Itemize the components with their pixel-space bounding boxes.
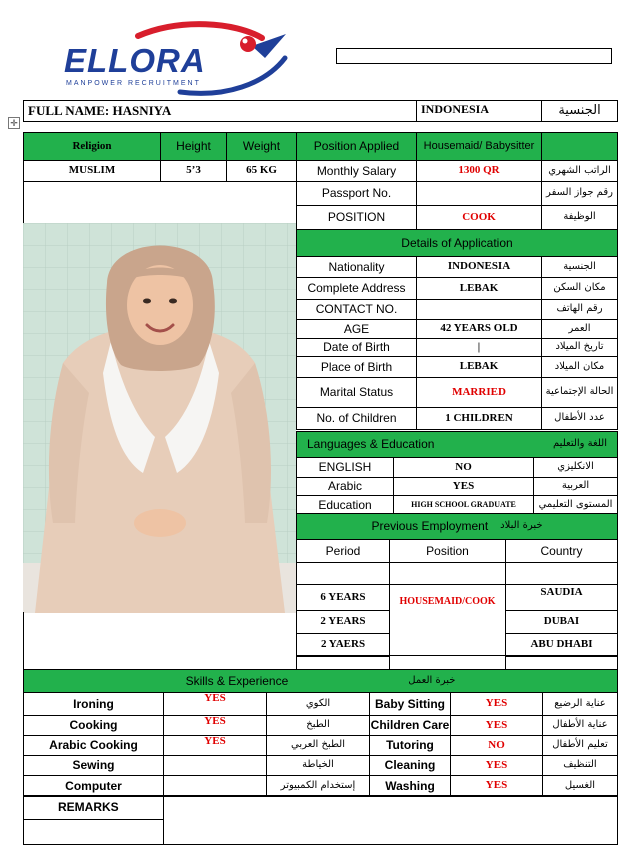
top-header-blank (541, 132, 618, 161)
details-section-title: Details of Application (296, 229, 618, 257)
skill-ar: الطبخ (266, 715, 370, 736)
skill-label-right: Baby Sitting (369, 692, 451, 716)
detail-ar: الحالة الإجتماعية (541, 377, 618, 408)
religion-value: MUSLIM (23, 160, 161, 182)
skill-ar-right: تعليم الأطفال (542, 735, 618, 756)
employment-period: 2 YAERS (296, 633, 390, 657)
detail-label: Date of Birth (296, 338, 417, 357)
logo-text: ELLORA (64, 42, 206, 79)
detail-value: 42 YEARS OLD (416, 319, 542, 339)
skill-value-right: YES (450, 715, 543, 736)
position-applied-header: Position Applied (296, 132, 417, 161)
skill-value (163, 755, 267, 776)
skill-label-right: Tutoring (369, 735, 451, 756)
employment-period: 6 YEARS (296, 584, 390, 611)
employment-section-title (296, 513, 618, 540)
employment-blank-end-country (505, 655, 618, 670)
detail-label: Complete Address (296, 277, 417, 300)
nationality-header-ar: الجنسية (541, 100, 618, 122)
language-ar: المستوى التعليمي (533, 495, 618, 515)
languages-section-title (296, 431, 618, 458)
skill-ar-right: عناية الأطفال (542, 715, 618, 736)
skill-value (163, 775, 267, 797)
skill-label: Arabic Cooking (23, 735, 164, 756)
languages-title: Languages & Education (307, 437, 435, 452)
skill-value-right: YES (450, 775, 543, 797)
detail-ar: عدد الأطفال (541, 407, 618, 430)
skills-title-ar: خبرة العمل (408, 674, 456, 686)
detail-ar: مكان الميلاد (541, 356, 618, 378)
monthly-salary-label: Monthly Salary (296, 160, 417, 182)
skill-label: Computer (23, 775, 164, 797)
skill-ar-right: عناية الرضيع (542, 692, 618, 716)
passport-ar: رقم جواز السفر (541, 181, 618, 206)
employment-period-header: Period (296, 539, 390, 563)
employment-position-header: Position (389, 539, 506, 563)
languages-title-ar: اللغة والتعليم (553, 438, 607, 450)
skill-value-right: YES (450, 692, 543, 716)
remarks-label: REMARKS (23, 795, 164, 820)
employment-country-header: Country (505, 539, 618, 563)
language-value: HIGH SCHOOL GRADUATE (393, 495, 534, 515)
skill-label: Sewing (23, 755, 164, 776)
detail-label: Nationality (296, 256, 417, 278)
employment-country: DUBAI (505, 610, 618, 634)
detail-value (416, 299, 542, 320)
detail-label: Place of Birth (296, 356, 417, 378)
employment-blank-position (389, 562, 506, 585)
height-value: 5’3 (160, 160, 227, 182)
detail-ar: مكان السكن (541, 277, 618, 300)
detail-value: 1 CHILDREN (416, 407, 542, 430)
detail-value: | (416, 338, 542, 357)
logo-subtitle: MANPOWER RECRUITMENT (66, 80, 201, 87)
employment-period: 2 YEARS (296, 610, 390, 634)
position-label: POSITION (296, 205, 417, 230)
remarks-blank (23, 819, 164, 845)
remarks-value (163, 795, 618, 845)
skill-ar-right: التنظيف (542, 755, 618, 776)
language-label: Arabic (296, 477, 394, 496)
detail-value: INDONESIA (416, 256, 542, 278)
full-name-value: HASNIYA (112, 103, 172, 119)
position-value: COOK (416, 205, 542, 230)
skill-ar: إستخدام الكمبيوتر (266, 775, 370, 797)
passport-value (416, 181, 542, 206)
passport-label: Passport No. (296, 181, 417, 206)
monthly-salary-ar: الراتب الشهري (541, 160, 618, 182)
skill-label: Cooking (23, 715, 164, 736)
company-logo (60, 20, 290, 100)
skills-title: Skills & Experience (185, 673, 289, 688)
employment-title: Previous Employment (371, 519, 489, 534)
skill-value: YES (163, 692, 267, 716)
language-ar: العربية (533, 477, 618, 496)
detail-label: CONTACT NO. (296, 299, 417, 320)
monthly-salary-value: 1300 QR (416, 160, 542, 182)
reference-box (336, 48, 612, 64)
employment-title-ar: خبرة البلاد (500, 520, 543, 532)
skill-value-right: NO (450, 735, 543, 756)
employment-country: SAUDIA (505, 584, 618, 611)
skill-value: YES (163, 715, 267, 736)
language-value: YES (393, 477, 534, 496)
full-name-label: FULL NAME: (28, 103, 110, 119)
skill-label-right: Washing (369, 775, 451, 797)
table-move-icon[interactable]: ✛ (8, 117, 20, 129)
position-applied-value: Housemaid/ Babysitter (416, 132, 542, 161)
detail-value: LEBAK (416, 356, 542, 378)
applicant-photo (23, 223, 296, 613)
detail-label: Marital Status (296, 377, 417, 408)
photo-bottom-blank (23, 612, 297, 670)
weight-header: Weight (226, 132, 297, 161)
skill-label: Ironing (23, 692, 164, 716)
employment-blank-end-period (296, 655, 390, 670)
religion-header: Religion (23, 132, 161, 161)
applicant-portrait-icon (23, 223, 296, 613)
employment-country: ABU DHABI (505, 633, 618, 657)
detail-ar: العمر (541, 319, 618, 339)
skills-section-title (23, 669, 618, 693)
employment-position-value: HOUSEMAID/COOK (389, 584, 506, 656)
skill-value: YES (163, 735, 267, 756)
position-ar: الوظيفة (541, 205, 618, 230)
detail-value: LEBAK (416, 277, 542, 300)
nationality-header-value: INDONESIA (416, 100, 542, 122)
detail-ar: رقم الهاتف (541, 299, 618, 320)
height-header: Height (160, 132, 227, 161)
detail-label: No. of Children (296, 407, 417, 430)
full-name-cell (23, 100, 417, 122)
language-value: NO (393, 457, 534, 478)
photo-top-blank (23, 181, 297, 224)
detail-ar: الجنسية (541, 256, 618, 278)
skill-value-right: YES (450, 755, 543, 776)
employment-blank-period (296, 562, 390, 585)
employment-blank-end-position (389, 655, 506, 670)
detail-ar: تاريخ الميلاد (541, 338, 618, 357)
skill-label-right: Children Care (369, 715, 451, 736)
language-ar: الانكليزي (533, 457, 618, 478)
skill-ar: الخياطة (266, 755, 370, 776)
employment-blank-country (505, 562, 618, 585)
skill-label-right: Cleaning (369, 755, 451, 776)
weight-value: 65 KG (226, 160, 297, 182)
skill-ar-right: الغسيل (542, 775, 618, 797)
detail-label: AGE (296, 319, 417, 339)
skill-ar: الكوي (266, 692, 370, 716)
detail-value: MARRIED (416, 377, 542, 408)
skill-ar: الطبخ العربي (266, 735, 370, 756)
language-label: ENGLISH (296, 457, 394, 478)
language-label: Education (296, 495, 394, 515)
